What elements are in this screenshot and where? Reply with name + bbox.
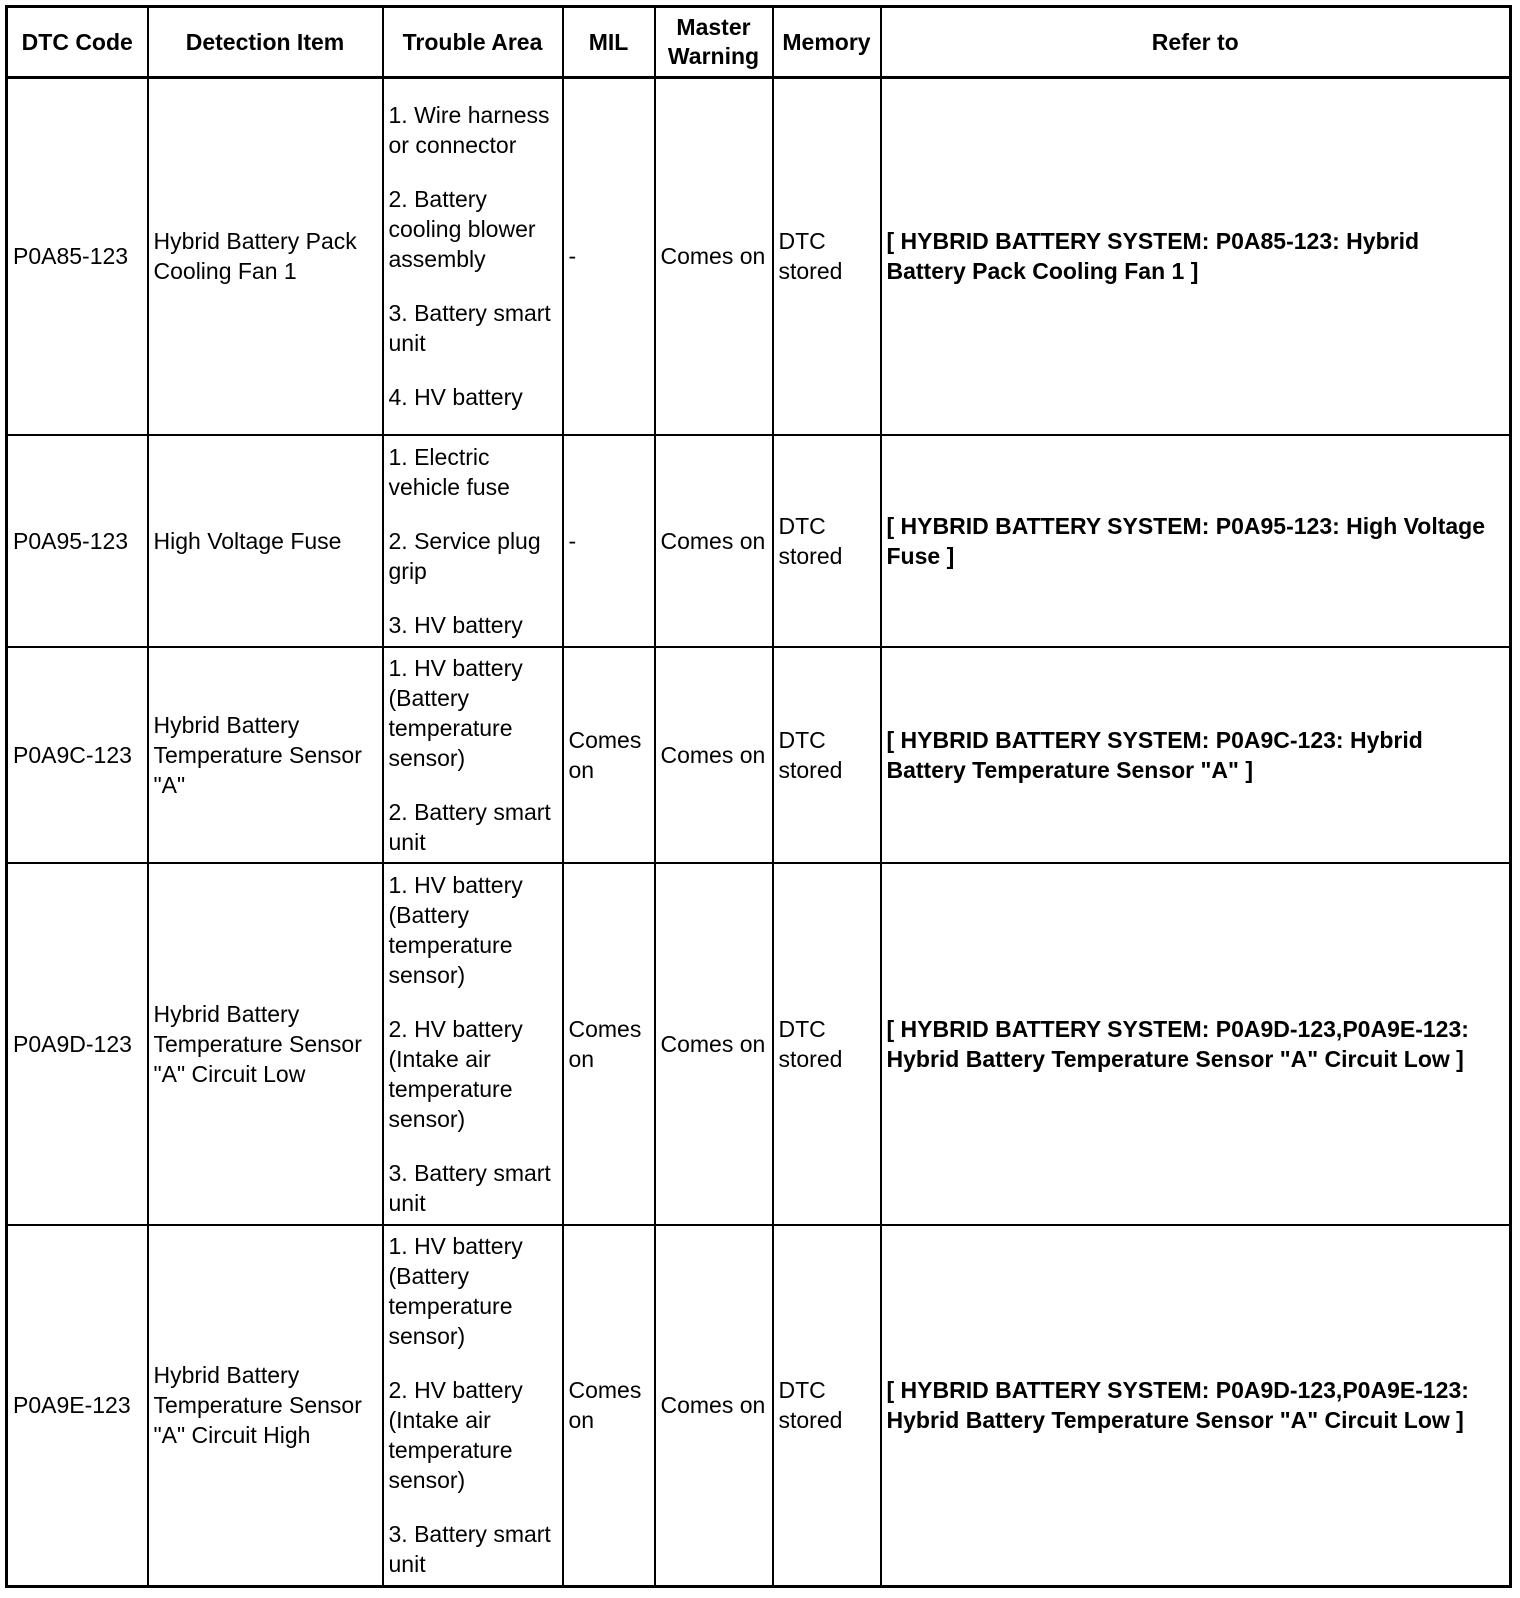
- table-row: [7, 1225, 1511, 1587]
- detection-item-cell: Hybrid Battery Temperature Sensor "A" Circuit Low: [148, 863, 383, 1225]
- trouble-area-cell: [383, 435, 563, 647]
- trouble-area-item: 4. HV battery: [388, 384, 523, 411]
- master-warning-cell: Comes on: [655, 78, 773, 435]
- refer-to-link[interactable]: [ HYBRID BATTERY SYSTEM: P0A9C-123: Hybrid Battery Temperature Sensor "A" ]: [881, 647, 1511, 863]
- memory-cell: DTC stored: [773, 435, 881, 647]
- detection-item-cell: Hybrid Battery Temperature Sensor "A": [148, 647, 383, 863]
- trouble-area-item: 2. Service plug grip: [388, 527, 541, 584]
- trouble-area-cell: [383, 1225, 563, 1587]
- refer-to-link[interactable]: [ HYBRID BATTERY SYSTEM: P0A9D-123,P0A9E-123: Hybrid Battery Temperature Sensor "A" Circuit Low ]: [881, 863, 1511, 1225]
- detection-item-cell: Hybrid Battery Temperature Sensor "A" Circuit High: [148, 1225, 383, 1587]
- refer-to-link[interactable]: [ HYBRID BATTERY SYSTEM: P0A9D-123,P0A9E-123: Hybrid Battery Temperature Sensor "A" Circuit Low ]: [881, 1225, 1511, 1587]
- refer-to-link[interactable]: [ HYBRID BATTERY SYSTEM: P0A95-123: High Voltage Fuse ]: [881, 435, 1511, 647]
- header-detection-item: Detection Item: [148, 7, 383, 78]
- trouble-area-item: 2. Battery smart unit: [388, 798, 551, 855]
- header-master-warning: Master Warning: [655, 7, 773, 78]
- trouble-area-item: 3. HV battery: [388, 611, 523, 638]
- table-row: [7, 78, 1511, 435]
- trouble-area-item: 1. HV battery (Battery temperature sensor): [388, 1233, 523, 1350]
- mil-cell: Comes on: [563, 647, 655, 863]
- master-warning-cell: Comes on: [655, 1225, 773, 1587]
- trouble-area-list: [389, 870, 557, 1218]
- trouble-area-list: [389, 653, 557, 857]
- dtc-table: [5, 5, 1512, 1588]
- memory-cell: DTC stored: [773, 863, 881, 1225]
- dtc-code-cell: P0A9E-123: [7, 1225, 148, 1587]
- trouble-area-item: 2. Battery cooling blower assembly: [388, 186, 536, 273]
- refer-to-link[interactable]: [ HYBRID BATTERY SYSTEM: P0A85-123: Hybrid Battery Pack Cooling Fan 1 ]: [881, 78, 1511, 435]
- detection-item-cell: High Voltage Fuse: [148, 435, 383, 647]
- table-row: [7, 863, 1511, 1225]
- trouble-area-item: 3. Battery smart unit: [388, 1159, 551, 1216]
- dtc-code-cell: P0A9C-123: [7, 647, 148, 863]
- trouble-area-cell: [383, 78, 563, 435]
- trouble-area-item: 1. HV battery (Battery temperature sensor): [388, 871, 523, 988]
- detection-item-cell: Hybrid Battery Pack Cooling Fan 1: [148, 78, 383, 435]
- memory-cell: DTC stored: [773, 78, 881, 435]
- memory-cell: DTC stored: [773, 1225, 881, 1587]
- master-warning-cell: Comes on: [655, 863, 773, 1225]
- trouble-area-item: 1. HV battery (Battery temperature sensor): [388, 654, 523, 771]
- trouble-area-item: 1. Wire harness or connector: [388, 102, 550, 159]
- table-row: [7, 435, 1511, 647]
- trouble-area-item: 3. Battery smart unit: [388, 300, 551, 357]
- trouble-area-list: [389, 1231, 557, 1579]
- dtc-code-cell: P0A85-123: [7, 78, 148, 435]
- mil-cell: -: [563, 78, 655, 435]
- trouble-area-item: 2. HV battery (Intake air temperature sensor): [388, 1015, 523, 1132]
- table-row: [7, 647, 1511, 863]
- trouble-area-item: 1. Electric vehicle fuse: [388, 443, 510, 500]
- header-mil: MIL: [563, 7, 655, 78]
- header-memory: Memory: [773, 7, 881, 78]
- mil-cell: Comes on: [563, 863, 655, 1225]
- trouble-area-cell: [383, 647, 563, 863]
- trouble-area-item: 3. Battery smart unit: [388, 1521, 551, 1578]
- header-refer-to: Refer to: [881, 7, 1511, 78]
- header-dtc-code: DTC Code: [7, 7, 148, 78]
- mil-cell: -: [563, 435, 655, 647]
- trouble-area-cell: [383, 863, 563, 1225]
- trouble-area-list: [389, 100, 557, 412]
- dtc-code-cell: P0A95-123: [7, 435, 148, 647]
- trouble-area-item: 2. HV battery (Intake air temperature sensor): [388, 1377, 523, 1494]
- trouble-area-list: [389, 442, 557, 640]
- header-trouble-area: Trouble Area: [383, 7, 563, 78]
- master-warning-cell: Comes on: [655, 647, 773, 863]
- mil-cell: Comes on: [563, 1225, 655, 1587]
- dtc-code-cell: P0A9D-123: [7, 863, 148, 1225]
- table-header-row: [7, 7, 1511, 78]
- master-warning-cell: Comes on: [655, 435, 773, 647]
- memory-cell: DTC stored: [773, 647, 881, 863]
